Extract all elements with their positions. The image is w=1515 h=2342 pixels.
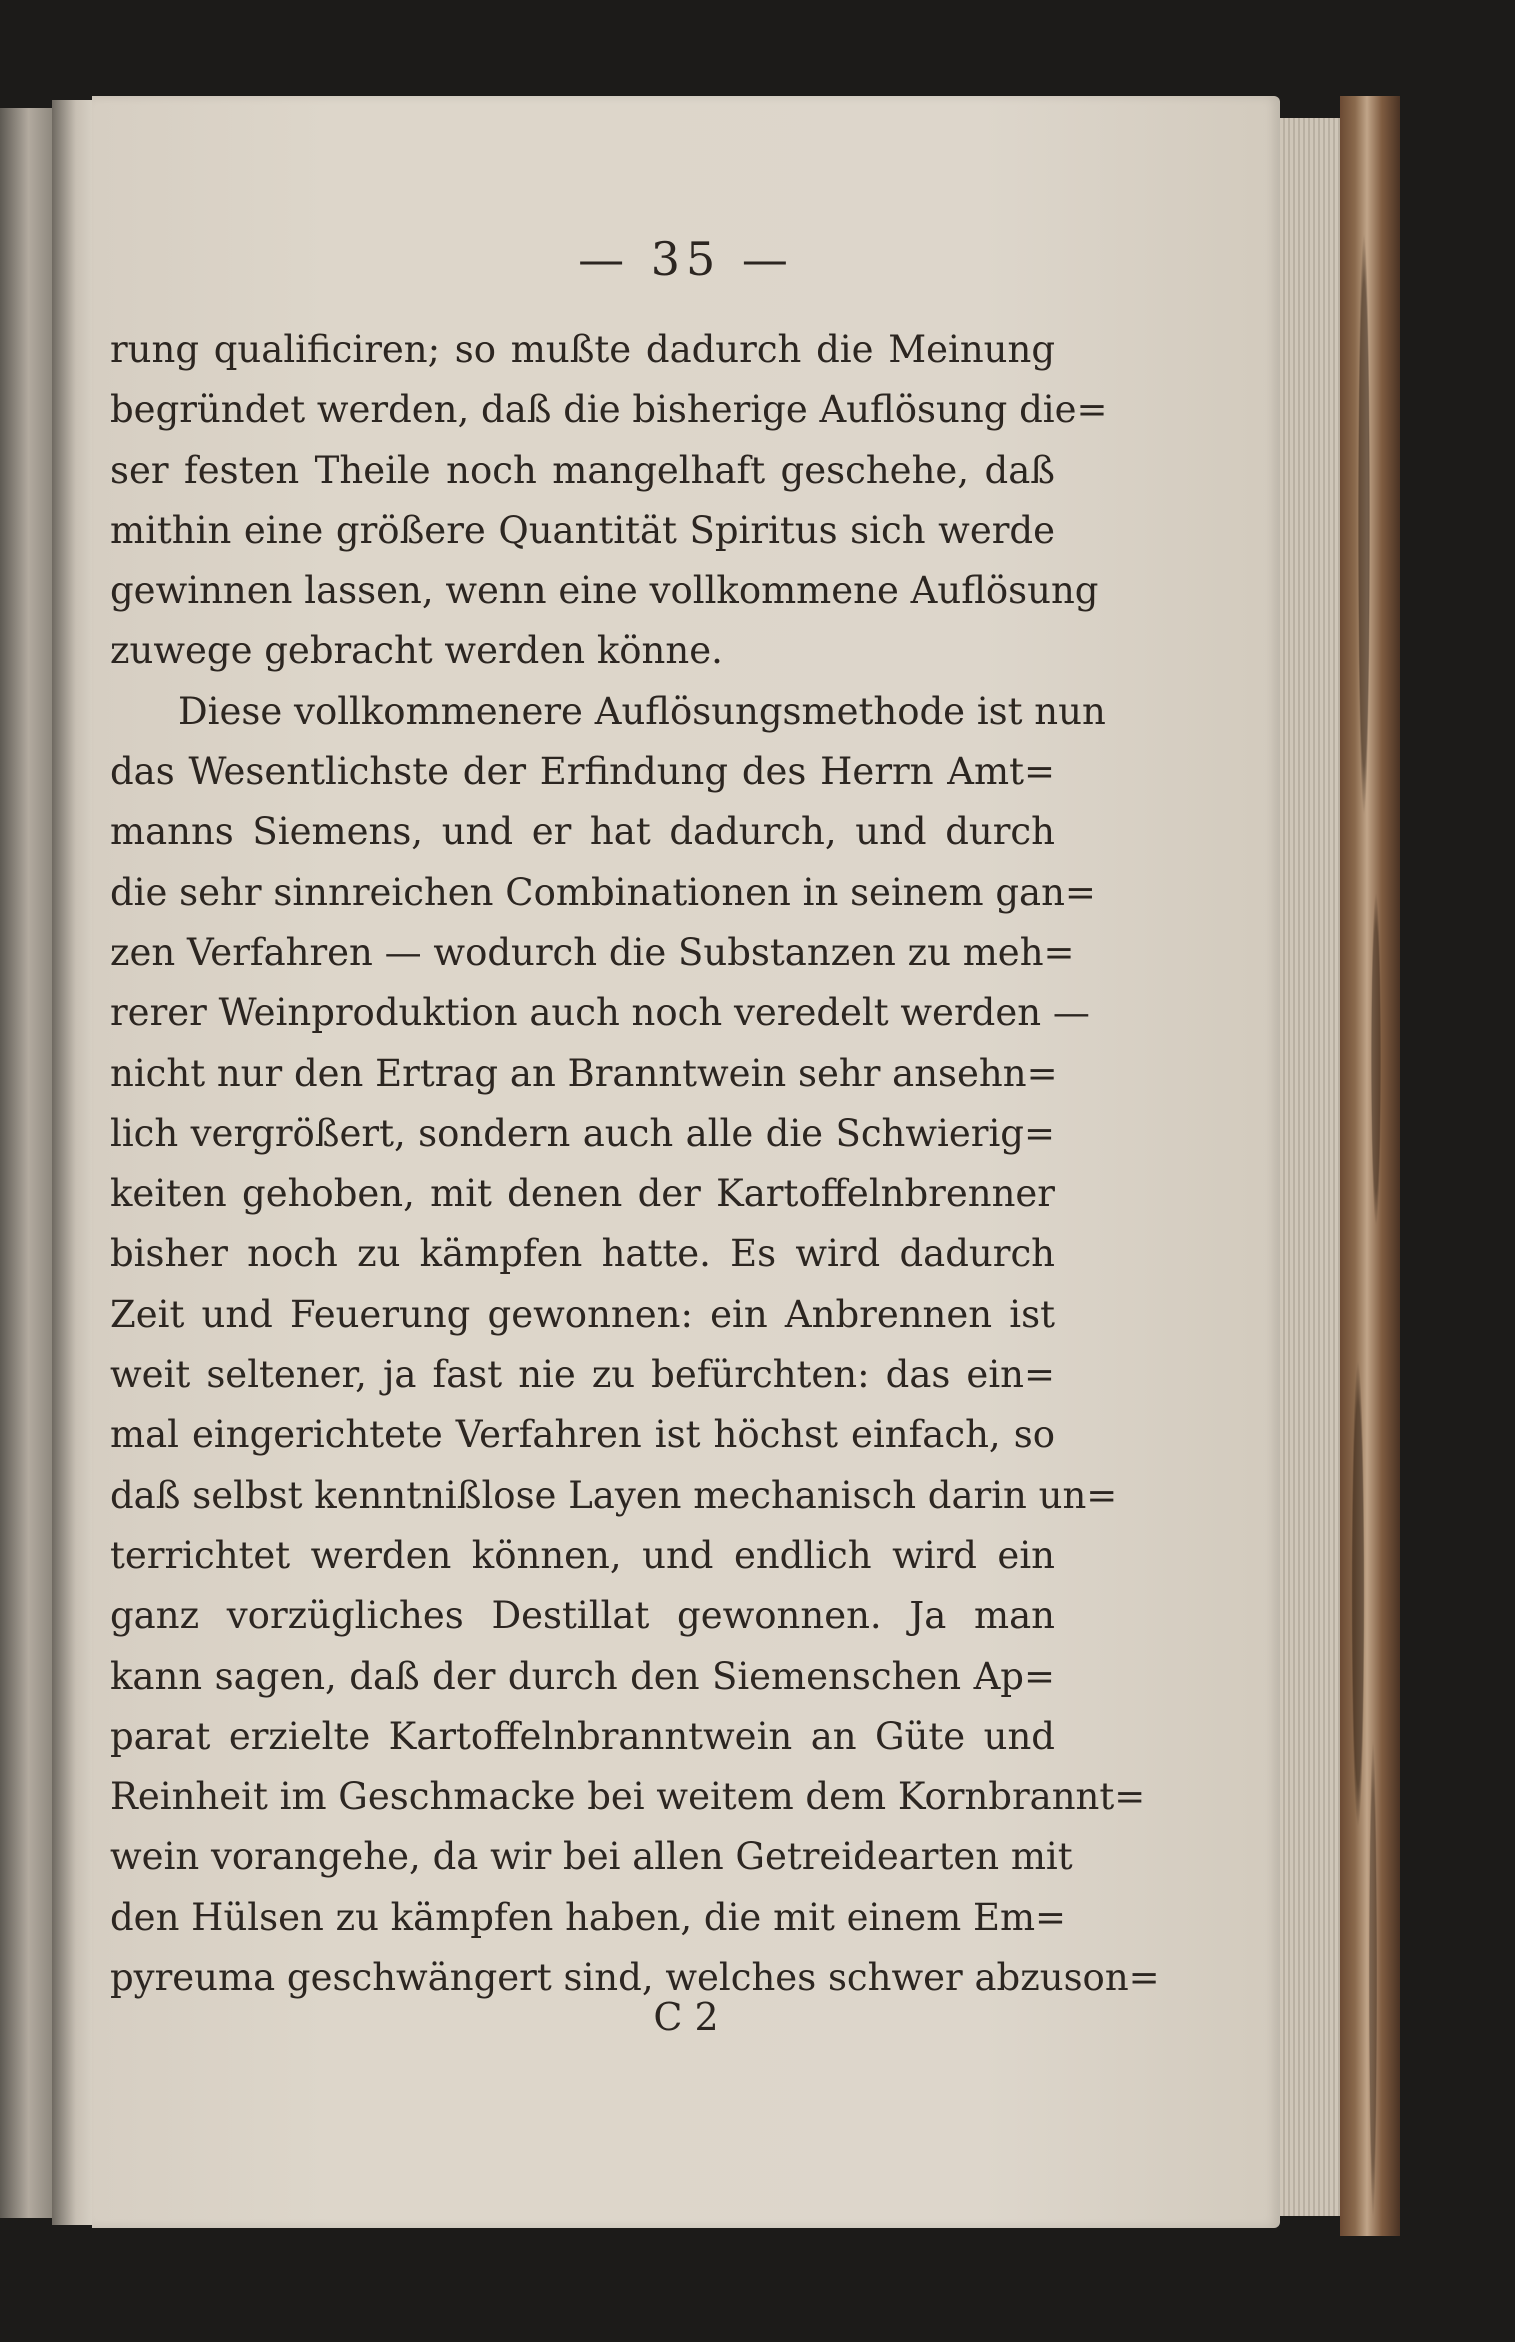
text-line: manns Siemens, und er hat dadurch, und durch <box>110 810 1055 854</box>
text-line: wein vorangehe, da wir bei allen Getreidearten mit <box>110 1835 1073 1879</box>
text-line: kann sagen, daß der durch den Siemenschen Ap= <box>110 1654 1055 1698</box>
text-line: ser festen Theile noch mangelhaft geschehe, daß <box>110 448 1055 492</box>
body-text <box>110 320 1160 2008</box>
text-line: weit seltener, ja fast nie zu befürchten: das ein= <box>110 1353 1055 1397</box>
signature-mark: C 2 <box>653 1995 719 2039</box>
text-line: nicht nur den Ertrag an Branntwein sehr ansehn= <box>110 1051 1058 1095</box>
text-line: daß selbst kenntnißlose Layen mechanisch darin un= <box>110 1473 1118 1517</box>
text-line: mal eingerichtete Verfahren ist höchst einfach, so <box>110 1413 1055 1457</box>
text-line: Zeit und Feuerung gewonnen: ein Anbrennen ist <box>110 1292 1055 1336</box>
book-cover-board <box>1340 96 1400 2236</box>
text-line: lich vergrößert, sondern auch alle die Schwierig= <box>110 1111 1055 1155</box>
text-line: gewinnen lassen, wenn eine vollkommene Auflösung <box>110 569 1099 613</box>
text-line: begründet werden, daß die bisherige Auflösung die= <box>110 388 1108 432</box>
book-gutter <box>52 100 92 2225</box>
page-fore-edge <box>1280 118 1340 2216</box>
text-line: den Hülsen zu kämpfen haben, die mit einem Em= <box>110 1895 1067 1939</box>
text-line: zen Verfahren — wodurch die Substanzen zu meh= <box>110 930 1075 974</box>
text-line: parat erzielte Kartoffelnbranntwein an Güte und <box>110 1714 1055 1758</box>
text-line: Reinheit im Geschmacke bei weitem dem Kornbrannt= <box>110 1775 1146 1819</box>
text-line: rerer Weinproduktion auch noch veredelt werden — <box>110 991 1090 1035</box>
text-line: terrichtet werden können, und endlich wird ein <box>110 1533 1055 1577</box>
page-number-header: — 35 — <box>578 232 794 286</box>
text-line: keiten gehoben, mit denen der Kartoffelnbrenner <box>110 1172 1055 1216</box>
text-line: pyreuma geschwängert sind, welches schwer abzuson= <box>110 1956 1160 2000</box>
text-line: bisher noch zu kämpfen hatte. Es wird dadurch <box>110 1232 1055 1276</box>
text-line: Diese vollkommenere Auflösungsmethode ist nun <box>178 689 1106 733</box>
text-line: ganz vorzügliches Destillat gewonnen. Ja man <box>110 1594 1055 1638</box>
text-line: zuwege gebracht werden könne. <box>110 629 723 673</box>
text-line: die sehr sinnreichen Combinationen in seinem gan= <box>110 870 1096 914</box>
text-line: rung qualificiren; so mußte dadurch die Meinung <box>110 328 1055 371</box>
text-line: mithin eine größere Quantität Spiritus sich werde <box>110 508 1055 552</box>
left-page-edge <box>0 108 52 2218</box>
text-line: das Wesentlichste der Erfindung des Herrn Amt= <box>110 750 1055 794</box>
